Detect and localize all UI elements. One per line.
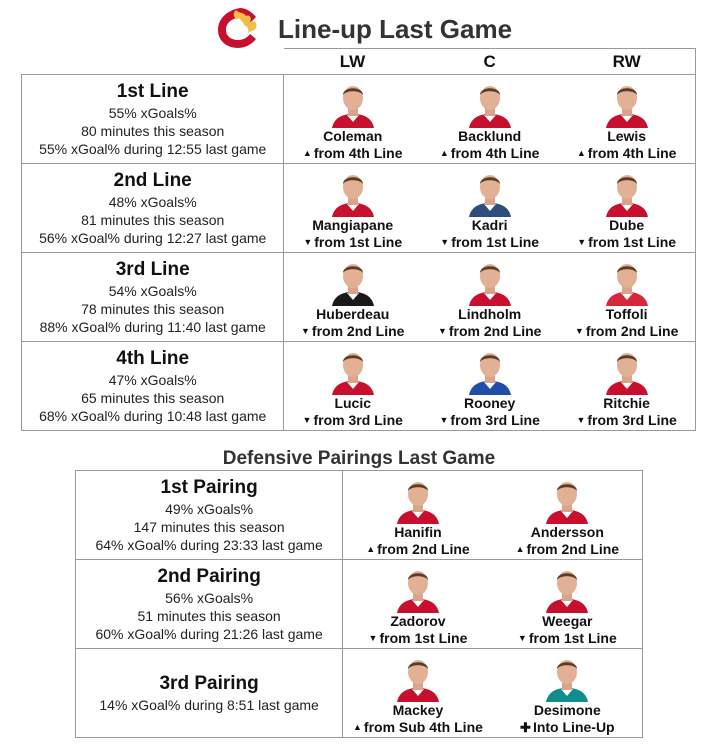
forward-line-row [22,164,696,253]
player-name: Mangiapane [312,217,394,233]
arrow-down-icon: ▼ [439,415,449,425]
line-stat: 65 minutes this season [81,389,225,406]
movement-text: from 3rd Line [313,412,403,428]
player-movement [558,145,695,162]
player-card[interactable] [343,560,493,649]
movement-text: from 2nd Line [448,323,542,339]
plus-icon: ✚ [520,720,531,735]
player-card[interactable] [284,75,421,164]
line-stat: 55% xGoals% [108,104,197,121]
line-name: 3rd Pairing [159,672,259,694]
movement-text: from 4th Line [450,145,540,161]
player-name: Mackey [392,702,444,718]
line-stat: 47% xGoals% [108,371,197,388]
movement-text: from 1st Line [379,630,468,646]
arrow-down-icon: ▼ [440,237,450,247]
player-name: Zadorov [390,613,446,629]
player-headshot [602,167,652,217]
player-movement [284,145,421,162]
player-movement [421,412,558,429]
player-name: Huberdeau [316,306,390,322]
header-spacer [22,49,284,75]
arrow-down-icon: ▼ [574,326,584,336]
forward-line-row [22,75,696,164]
arrow-down-icon: ▼ [303,237,313,247]
line-info-cell [22,75,284,164]
player-name: Lewis [607,128,647,144]
line-stat: 68% xGoal% during 10:48 last game [39,407,267,424]
player-name: Desimone [533,702,601,718]
player-card[interactable] [343,649,493,738]
arrow-down-icon: ▼ [577,237,587,247]
player-name: Ritchie [603,395,650,411]
arrow-down-icon: ▼ [517,633,527,643]
flames-c-logo-icon [210,6,264,50]
line-stat: 51 minutes this season [137,607,281,624]
line-stat: 60% xGoal% during 21:26 last game [95,625,323,642]
player-name: Toffoli [605,306,648,322]
column-header-c: C [421,49,558,75]
player-headshot [542,563,592,613]
line-info-cell [22,342,284,431]
column-header-row [22,49,696,75]
line-stat: 56% xGoal% during 12:27 last game [39,229,267,246]
line-name: 4th Line [116,347,190,369]
movement-text: from Sub 4th Line [363,719,483,735]
player-headshot [542,652,592,702]
player-name: Coleman [323,128,383,144]
arrow-down-icon: ▼ [437,326,447,336]
forward-line-row [22,342,696,431]
player-headshot [393,474,443,524]
player-movement [493,630,642,647]
arrow-up-icon: ▲ [576,148,586,158]
movement-text: from 1st Line [451,234,540,250]
line-info-cell [76,560,343,649]
player-movement [493,541,642,558]
line-stat: 14% xGoal% during 8:51 last game [99,696,319,713]
player-headshot [393,652,443,702]
movement-text: from 1st Line [588,234,677,250]
player-movement [421,145,558,162]
defense-section-title: Defensive Pairings Last Game [222,448,496,469]
column-header-lw: LW [284,49,421,75]
player-card[interactable] [421,342,558,431]
player-movement [421,323,558,340]
movement-text: from 3rd Line [450,412,540,428]
arrow-up-icon: ▲ [515,544,525,554]
arrow-up-icon: ▲ [352,722,362,732]
line-stat: 48% xGoals% [108,193,197,210]
player-card[interactable] [421,75,558,164]
defense-pairings-table [75,470,643,738]
player-card[interactable] [558,253,695,342]
player-movement [284,412,421,429]
player-card[interactable] [493,560,643,649]
player-headshot [328,167,378,217]
line-stat: 147 minutes this season [133,518,285,535]
player-headshot [602,256,652,306]
player-headshot [393,563,443,613]
line-stat: 80 minutes this season [81,122,225,139]
player-headshot [328,256,378,306]
line-name: 3rd Line [115,258,190,280]
line-stat: 49% xGoals% [165,500,254,517]
player-headshot [465,78,515,128]
player-movement [493,719,642,736]
line-stat: 81 minutes this season [81,211,225,228]
forward-lines-table [21,48,696,431]
player-movement [558,234,695,251]
movement-text: from 2nd Line [526,541,620,557]
movement-text: Into Line-Up [532,719,615,735]
line-name: 2nd Line [113,169,192,191]
player-card[interactable] [558,342,695,431]
line-info-cell [76,471,343,560]
arrow-up-icon: ▲ [439,148,449,158]
line-stat: 54% xGoals% [108,282,197,299]
line-name: 1st Pairing [160,476,258,498]
player-movement [343,541,492,558]
column-header-rw: RW [558,49,695,75]
movement-text: from 2nd Line [585,323,679,339]
arrow-down-icon: ▼ [576,415,586,425]
player-name: Hanifin [394,524,442,540]
player-name: Weegar [542,613,593,629]
player-name: Lindholm [458,306,522,322]
player-name: Kadri [471,217,508,233]
movement-text: from 4th Line [587,145,677,161]
player-card[interactable] [558,164,695,253]
line-info-cell [22,253,284,342]
player-headshot [602,78,652,128]
player-card[interactable] [343,471,493,560]
line-stat: 64% xGoal% during 23:33 last game [95,536,323,553]
arrow-down-icon: ▼ [302,415,312,425]
player-headshot [602,345,652,395]
player-card[interactable] [493,471,643,560]
arrow-down-icon: ▼ [300,326,310,336]
player-name: Dube [609,217,645,233]
player-movement [343,630,492,647]
player-headshot [465,256,515,306]
player-headshot [328,78,378,128]
player-movement [284,323,421,340]
arrow-down-icon: ▼ [368,633,378,643]
line-stat: 88% xGoal% during 11:40 last game [39,318,266,335]
defense-pair-row [76,560,643,649]
defense-pair-row [76,471,643,560]
line-name: 1st Line [116,80,189,102]
player-card[interactable] [284,253,421,342]
arrow-up-icon: ▲ [302,148,312,158]
page-title: Line-up Last Game [278,14,513,44]
line-stat: 56% xGoals% [165,589,254,606]
player-headshot [328,345,378,395]
player-headshot [542,474,592,524]
movement-text: from 1st Line [528,630,617,646]
forward-line-row [22,253,696,342]
movement-text: from 2nd Line [377,541,470,557]
player-movement [284,234,421,251]
player-movement [343,719,492,736]
page-header [0,6,718,50]
player-name: Andersson [530,524,604,540]
player-headshot [465,345,515,395]
player-movement [421,234,558,251]
line-info-cell [76,649,343,738]
defense-pair-row [76,649,643,738]
player-card[interactable] [284,342,421,431]
player-movement [558,323,695,340]
player-name: Backlund [458,128,522,144]
movement-text: from 2nd Line [311,323,405,339]
player-card[interactable] [493,649,643,738]
player-card[interactable] [284,164,421,253]
movement-text: from 3rd Line [587,412,677,428]
player-card[interactable] [421,164,558,253]
movement-text: from 1st Line [314,234,403,250]
player-card[interactable] [421,253,558,342]
player-name: Lucic [334,395,372,411]
player-name: Rooney [464,395,516,411]
player-movement [558,412,695,429]
line-stat: 55% xGoal% during 12:55 last game [39,140,267,157]
player-card[interactable] [558,75,695,164]
line-info-cell [22,164,284,253]
movement-text: from 4th Line [313,145,403,161]
player-headshot [465,167,515,217]
line-stat: 78 minutes this season [81,300,225,317]
line-name: 2nd Pairing [157,565,261,587]
arrow-up-icon: ▲ [366,544,376,554]
